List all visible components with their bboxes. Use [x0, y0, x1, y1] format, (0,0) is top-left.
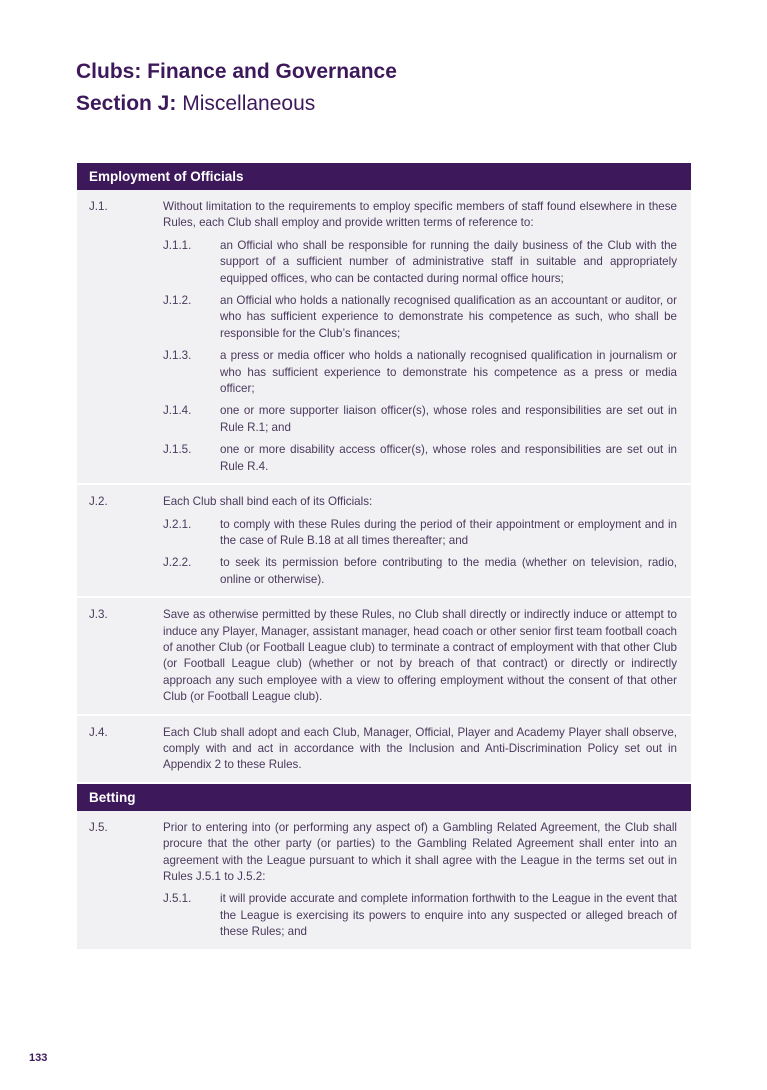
sub-rule-number: J.5.1.	[163, 892, 192, 906]
rule-row	[77, 811, 691, 951]
sub-rule	[163, 442, 677, 475]
section-heading: Betting	[77, 784, 691, 811]
sub-rule-text: to comply with these Rules during the period of their appointment or employment and in the case of Rule B.18 at all times thereafter; and	[220, 517, 677, 547]
rule-number: J.1.	[89, 200, 108, 213]
rule-row	[77, 598, 691, 715]
rule-number: J.5.	[89, 820, 108, 834]
page-number: 133	[29, 1052, 48, 1064]
rule-text: Save as otherwise permitted by these Rules, no Club shall directly or indirectly induce or attempt to induce any Player, Manager, assistant manager, head coach or other senior first team football coach of another Club (or Football League club) to terminate a contract of employment with that other Club (or Football League club) (whether or not by breach of that contract) or directly or indirectly approach any such employee with a view to offering employment without the consent of that other Club (or Football League club).	[163, 608, 677, 704]
rule-text: Each Club shall bind each of its Officials:	[163, 495, 373, 509]
sub-rule-number: J.2.2.	[163, 556, 192, 570]
sub-rule	[163, 293, 677, 342]
sub-rule-text: one or more supporter liaison officer(s), whose roles and responsibilities are set out in Rule R.1; and	[220, 404, 677, 434]
section-heading: Employment of Officials	[77, 163, 691, 190]
rule-row	[77, 485, 691, 598]
sub-rule	[163, 348, 677, 397]
rule-text: Prior to entering into (or performing any aspect of) a Gambling Related Agreement, the Club shall procure that the other party (or parties) to the Gambling Related Agreement shall enter into an agreement with the League pursuant to which it shall agree with the League in the terms set out in Rules J.5.1 to J.5.2:	[163, 820, 677, 883]
rule-text: Each Club shall adopt and each Club, Manager, Official, Player and Academy Player shall observe, comply with and act in accordance with the Inclusion and Anti-Discrimination Policy set out in Appendix 2 to these Rules.	[163, 725, 677, 772]
sub-rule-text: an Official who holds a nationally recognised qualification as an accountant or auditor, or who has sufficient experience to demonstrate his competence as such, who shall be responsible for the Club’s finances;	[220, 294, 677, 340]
sub-rule-number: J.2.1.	[163, 517, 192, 531]
rules-table	[77, 163, 691, 951]
sub-rule	[163, 891, 677, 940]
rule-row	[77, 190, 691, 485]
rule-number: J.2.	[89, 495, 108, 509]
sub-rule-text: to seek its permission before contributing to the media (whether on television, radio, online or otherwise).	[220, 556, 677, 586]
sub-rule-number: J.1.2.	[163, 294, 192, 308]
section-label: Section J:	[76, 92, 177, 115]
section-title	[76, 92, 315, 116]
rule-row	[77, 716, 691, 784]
rule-number: J.3.	[89, 608, 108, 622]
sub-rule	[163, 555, 677, 588]
rule-number: J.4.	[89, 725, 108, 739]
section-name: Miscellaneous	[182, 92, 316, 115]
sub-rule-number: J.1.4.	[163, 404, 192, 418]
sub-rule-number: J.1.1.	[163, 238, 192, 252]
sub-rule-number: J.1.5.	[163, 443, 192, 457]
rule-text: Without limitation to the requirements to employ specific members of staff found elsewhere in these Rules, each Club shall employ and provide written terms of reference to:	[163, 200, 677, 230]
sub-rule-text: an Official who shall be responsible for running the daily business of the Club with the support of a sufficient number of administrative staff in suitable and appropriately equipped offices, who can be contacted during normal office hours;	[220, 238, 677, 285]
sub-rule-text: it will provide accurate and complete information forthwith to the League in the event that the League is exercising its powers to enquire into any suspected or alleged breach of these Rules; and	[220, 892, 677, 939]
sub-rule	[163, 403, 677, 436]
sub-rule-text: a press or media officer who holds a nationally recognised qualification in journalism or who has sufficient experience to demonstrate his competence as a press or media officer;	[220, 349, 677, 396]
sub-rule-text: one or more disability access officer(s), whose roles and responsibilities are set out in Rule R.4.	[220, 443, 677, 473]
sub-rule	[163, 238, 677, 287]
sub-rule-number: J.1.3.	[163, 349, 192, 363]
document-title: Clubs: Finance and Governance	[76, 60, 397, 83]
sub-rule	[163, 517, 677, 550]
